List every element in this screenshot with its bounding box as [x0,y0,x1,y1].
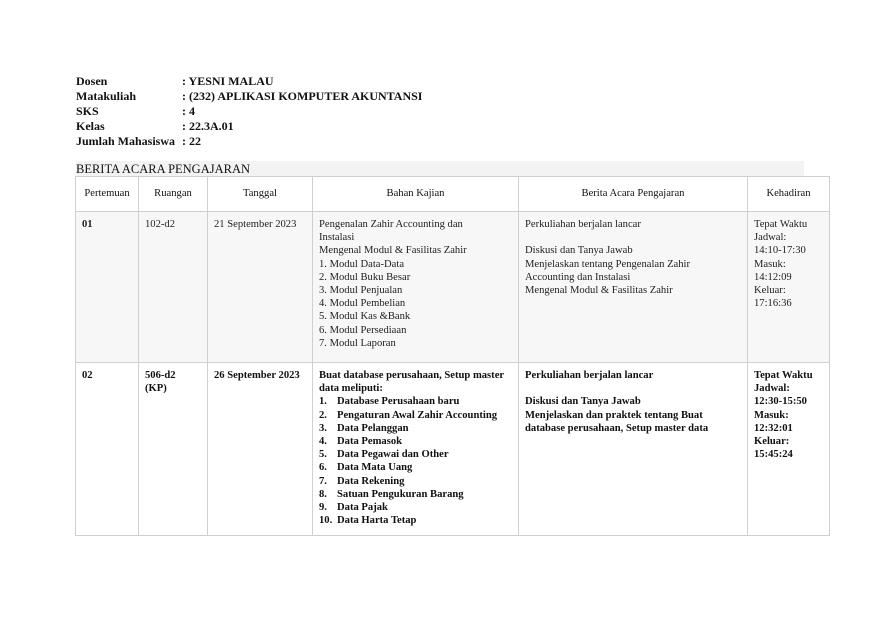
table-row [76,212,830,363]
column-header-ruangan: Ruangan [139,177,208,212]
text-line: Masuk: [754,409,789,421]
text-line: Tepat Waktu [754,219,808,230]
info-value: : YESNI MALAU [182,74,274,88]
list-item [319,488,512,501]
cell-bahan-kajian [313,212,519,363]
text-line: Keluar: [754,436,790,448]
info-label: Matakuliah [76,89,137,103]
topic-list [319,395,512,527]
list-text: Data Mata Uang [337,462,413,474]
text-line: Mengenal Modul & Fasilitas Zahir [525,285,673,296]
text-line: Buat database perusahaan, Setup master [319,370,505,381]
list-number: 6. [319,462,327,474]
text-line: 14:10-17:30 [754,245,806,257]
list-text: Data Pelanggan [337,422,409,434]
list-item [319,395,512,408]
text-line: 506-d2 [145,370,176,381]
cell-berita-acara [519,212,748,363]
list-number: 5. [319,449,327,461]
text-line: Masuk: [754,258,786,270]
text-line: 12:32:01 [754,422,793,434]
column-header-bahan-kajian: Bahan Kajian [313,177,519,212]
info-value: : 22.3A.01 [182,119,234,133]
list-number: 1. [319,396,327,408]
text-line: 1. Modul Data-Data [319,258,405,270]
text-line: database perusahaan, Setup master data [525,422,709,434]
text-line: Jadwal: [754,383,790,395]
list-item [319,409,512,422]
info-value: : 4 [182,104,195,118]
info-label: Kelas [76,119,105,133]
list-text: Data Pegawai dan Other [337,449,449,461]
info-value: : (232) APLIKASI KOMPUTER AKUNTANSI [182,89,423,103]
text-line: Mengenal Modul & Fasilitas Zahir [319,245,467,257]
info-row-sks [76,104,422,119]
info-row-matakuliah [76,89,422,104]
cell-kehadiran [748,363,830,536]
text-line: 3. Modul Penjualan [319,285,403,297]
info-label: Jumlah Mahasiswa [76,134,176,148]
list-item [319,461,512,474]
cell-pertemuan: 02 [76,363,139,536]
list-number: 10. [319,515,333,527]
text-line: Accounting dan Instalasi [525,271,631,283]
info-label: SKS [76,104,99,118]
text-line: 7. Modul Laporan [319,337,396,349]
text-line: 17:16:36 [754,298,792,310]
list-item [319,448,512,461]
table-row [76,363,830,536]
text-line: Diskusi dan Tanya Jawab [525,245,633,257]
section-title: BERITA ACARA PENGAJARAN [76,161,804,177]
text-line: 2. Modul Buku Besar [319,271,411,283]
blank-line [525,231,741,244]
text-line: Keluar: [754,285,786,297]
column-header-kehadiran: Kehadiran [748,177,830,212]
list-text: Data Harta Tetap [337,515,417,527]
list-number: 8. [319,488,327,500]
teaching-record-table [75,176,830,536]
text-line: Instalasi [319,232,355,244]
list-text: Data Pajak [337,502,388,514]
list-item [319,514,512,527]
text-line: Perkuliahan berjalan lancar [525,370,654,381]
info-label: Dosen [76,74,108,88]
column-header-tanggal: Tanggal [208,177,313,212]
blank-line [525,382,741,395]
list-number: 3. [319,422,327,434]
list-text: Data Pemasok [337,436,403,448]
cell-kehadiran [748,212,830,363]
list-text: Satuan Pengukuran Barang [337,488,464,500]
list-number: 9. [319,502,327,514]
column-header-berita-acara: Berita Acara Pengajaran [519,177,748,212]
list-item [319,501,512,514]
list-number: 2. [319,409,327,421]
cell-bahan-kajian [313,363,519,536]
info-row-dosen [76,74,422,89]
list-text: Pengaturan Awal Zahir Accounting [337,409,498,421]
text-line: Tepat Waktu [754,370,813,381]
text-line: Jadwal: [754,232,787,244]
text-line: Menjelaskan dan praktek tentang Buat [525,409,703,421]
list-item [319,422,512,435]
list-number: 7. [319,475,327,487]
info-row-kelas [76,119,422,134]
text-line: Menjelaskan tentang Pengenalan Zahir [525,258,691,270]
column-header-pertemuan: Pertemuan [76,177,139,212]
text-line: 4. Modul Pembelian [319,298,406,310]
text-line: data meliputi: [319,383,383,395]
info-row-jumlah-mahasiswa [76,134,422,149]
text-line: 6. Modul Persediaan [319,324,407,336]
list-item [319,475,512,488]
cell-ruangan: 102-d2 [139,212,208,363]
cell-tanggal: 21 September 2023 [208,212,313,363]
list-number: 4. [319,436,327,448]
text-line: Pengenalan Zahir Accounting dan [319,219,463,230]
table-header-row [76,177,830,212]
list-text: Data Rekening [337,475,405,487]
text-line: Perkuliahan berjalan lancar [525,219,641,230]
text-line: 12:30-15:50 [754,396,807,408]
text-line: (KP) [145,383,167,395]
course-info-header [76,74,422,149]
cell-ruangan [139,363,208,536]
cell-berita-acara [519,363,748,536]
text-line: 5. Modul Kas &Bank [319,311,411,323]
text-line: Diskusi dan Tanya Jawab [525,396,641,408]
list-text: Database Perusahaan baru [337,396,460,408]
text-line: 15:45:24 [754,449,793,461]
cell-tanggal: 26 September 2023 [208,363,313,536]
cell-pertemuan: 01 [76,212,139,363]
list-item [319,435,512,448]
text-line: 14:12:09 [754,271,792,283]
info-value: : 22 [182,134,201,148]
